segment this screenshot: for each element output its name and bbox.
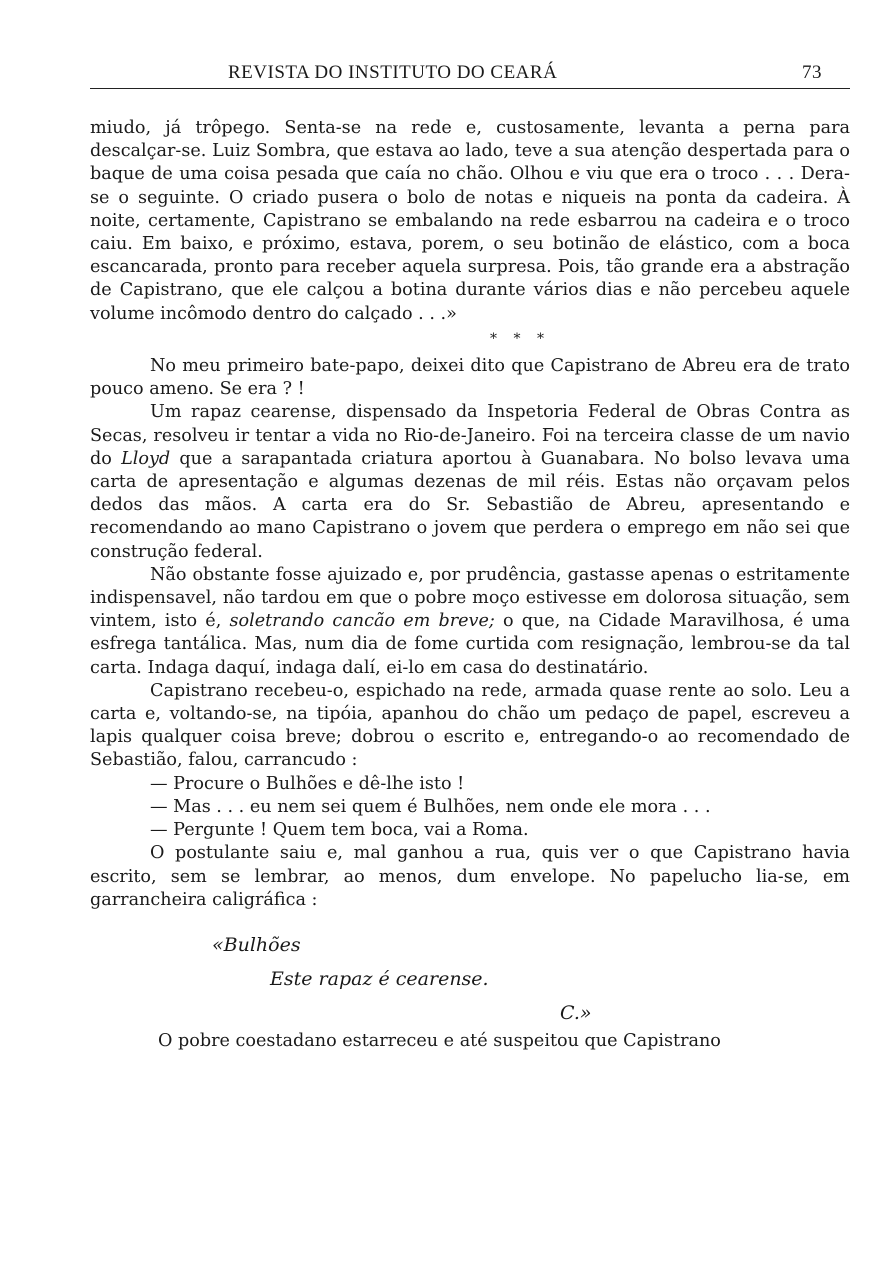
journal-title: REVISTA DO INSTITUTO DO CEARÁ bbox=[228, 62, 558, 83]
paragraph-6: O postulante saiu e, mal ganhou a rua, quis ver o que Capistrano havia escrito, sem se lembrar, ao menos, dum envelope. No papelucho lia-se, em garrancheira caligráfica : bbox=[90, 843, 850, 910]
paragraph-3 bbox=[90, 401, 850, 563]
paragraph-3-end: que a sarapantada criatura aportou à Guanabara. No bolso levava uma carta de apresentação e algumas dezenas de mil réis. Estas não orçavam pelos dedos das mãos. A carta era do Sr. Sebastião de Abreu, apresentando e recomendando ao mano Capistrano o jovem que perdera o emprego em não sei que construção federal. bbox=[90, 448, 851, 562]
dialogue-line-3: — Pergunte ! Quem tem boca, vai a Roma. bbox=[150, 820, 529, 841]
lloyd-ship-name: Lloyd bbox=[121, 448, 171, 469]
dialogue-line-1: — Procure o Bulhões e dê-lhe isto ! bbox=[150, 773, 465, 794]
dialogue-line-2: — Mas . . . eu nem sei quem é Bulhões, nem onde ele mora . . . bbox=[150, 796, 711, 817]
note-line-1: «Bulhões bbox=[212, 933, 301, 956]
paragraph-4 bbox=[90, 564, 850, 680]
paragraph-2: No meu primeiro bate-papo, deixei dito que Capistrano de Abreu era de trato pouco ameno. Se era ? ! bbox=[90, 356, 850, 400]
paragraph-5: Capistrano recebeu-o, espichado na rede, armada quase rente ao solo. Leu a carta e, voltando-se, na tipóia, apanhou do chão um pedaço de papel, escreveu a lapis qualquer coisa breve; dobrou o escrito e, entregando-o ao recomendado de Sebastião, falou, carrancudo : bbox=[90, 680, 850, 771]
running-header bbox=[90, 56, 850, 89]
paragraph-4-end: o que, na Cidade Maravilhosa, é uma esfrega tantálica. Mas, num dia de fome curtida com resignação, lembrou-se da tal carta. Indaga daquí, indaga dalí, ei-lo em casa do destinatário. bbox=[90, 611, 850, 678]
page-body bbox=[90, 117, 850, 1053]
document-page bbox=[90, 56, 850, 1053]
section-separator: * * * bbox=[490, 330, 550, 347]
page-number: 73 bbox=[802, 62, 822, 83]
paragraph-4-text: Não obstante fosse ajuizado e, por prudência, gastasse apenas o estritamente indispensavel, não tardou em que o pobre moço estivesse em dolorosa situação, sem vintem, isto é, bbox=[90, 564, 850, 632]
paragraph-1: miudo, já trôpego. Senta-se na rede e, custosamente, levanta a perna para descalçar-se. Luiz Sombra, que estava ao lado, teve a sua atenção despertada para o baque de uma coisa pesada que caía no chão. Olhou e viu que era o troco . . . Dera-se o seguinte. O criado pusera o bolo de notas e niqueis na ponta da cadeira. À noite, certamente, Capistrano se embalando na rede esbarrou na cadeira e o troco caiu. Em baixo, e próximo, estava, porem, o seu botinão de elástico, com a boca escancarada, pronto para receber aquela surpresa. Pois, tão grande era a abstração de Capistrano, que ele calçou a botina durante vários dias e não percebeu aquele volume incômodo dentro do calçado . . .» bbox=[90, 118, 850, 324]
italic-phrase: soletrando cancão em breve; bbox=[229, 611, 495, 632]
paragraph-3-text: Um rapaz cearense, dispensado da Inspetoria Federal de Obras Contra as Secas, resolveu ir tentar a vida no Rio-de-Janeiro. Foi na terceira classe de um navio do bbox=[90, 402, 850, 469]
handwritten-note bbox=[90, 928, 850, 1030]
paragraph-7: O pobre coestadano estarreceu e até suspeitou que Capistrano bbox=[158, 1030, 721, 1051]
note-line-2: Este rapaz é cearense. bbox=[270, 967, 489, 990]
note-line-3: C.» bbox=[560, 1001, 592, 1024]
